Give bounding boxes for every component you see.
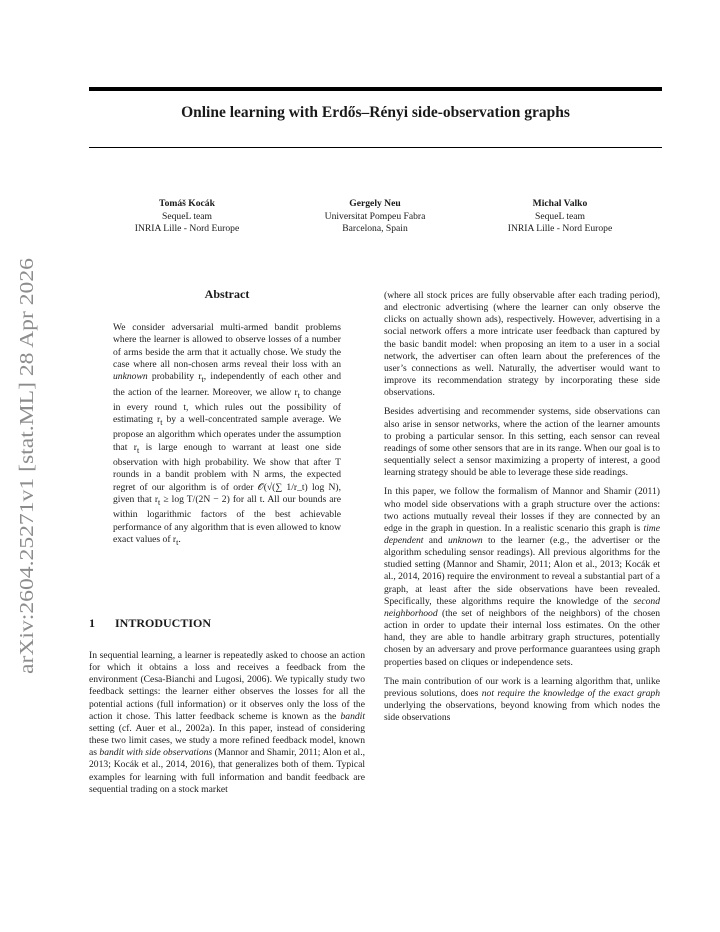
author-block bbox=[470, 198, 650, 236]
section-title: INTRODUCTION bbox=[115, 616, 212, 630]
author-name: Michal Valko bbox=[532, 198, 588, 209]
title-rule-top bbox=[89, 87, 662, 91]
author-block bbox=[97, 198, 277, 236]
section-number: 1 bbox=[89, 616, 95, 630]
author-affiliation: SequeL team bbox=[162, 210, 212, 222]
author-block bbox=[285, 198, 465, 236]
paper-title: Online learning with Erdős–Rényi side-observation graphs bbox=[181, 104, 570, 121]
author-affiliation: INRIA Lille - Nord Europe bbox=[134, 223, 240, 234]
paragraph: (where all stock prices are fully observable after each trading period), and electronic advertising (where the learner can only observe the clicks on actually shown ads), respectively. However, advertising in a social network offers a more intricate user feedback than captured by the basic bandit model: when proposing an item to a user in a social network, the advertiser can often learn about the preferences of the user’s connections as well. Naturally, the advertiser would want to improve its recommendation strategy by incorporating these side observations. bbox=[384, 290, 660, 399]
author-affiliation: SequeL team bbox=[535, 210, 585, 222]
regret-bound-formula: 𝒪(√(∑ 1/r_t) log N) bbox=[257, 481, 339, 493]
arxiv-identifier-stamp bbox=[14, 256, 40, 676]
arxiv-identifier-text: arXiv:2604.25271v1 [stat.ML] 28 Apr 2026 bbox=[17, 330, 38, 674]
abstract-text: We consider adversarial multi-armed bandit problems where the learner is allowed to observe losses of a number of arms beside the arm that it actually chose. We study the case where all non-chosen arms reveal their loss with an unknown probability $r_t$, independently of each other and the action of the learner. Moreover, we allow $r_t$ to change in every round t, which rules out the possibility of estimating $r_t$ by a well-concentrated sample average. We propose an algorithm which operates under the assumption that $r_t$ is large enough to warrant at least one side observation with high probability. We show that after T rounds in a bandit problem with N arms, the expected regret of our algorithm is of order 𝒪(√(∑ 1/r_t) log N), given that $r_t \ge \log T/(2N - 2)$ for all t. All our bounds are within logarithmic factors of the best achievable performance of any algorithm that is even allowed to know exact values of $r_t$. bbox=[113, 322, 342, 547]
abstract-heading: Abstract bbox=[204, 287, 250, 301]
paragraph: In this paper, we follow the formalism of Mannor and Shamir (2011) who model side observations with a graph structure over the actions: two actions mutually reveal their losses if they are connected by an edge in the graph in question. In a realistic scenario this graph is time dependent and unknown to the learner (e.g., the advertiser or the algorithm scheduling sensor readings). All previous algorithms for the studied setting (Mannor and Shamir, 2011; Alon et al., 2013; Kocák et al., 2014, 2016) require the environment to reveal a substantial part of a graph, at least after the side observations have been revealed. Specifically, these algorithms require the knowledge of the second neighborhood (the set of neighbors of the neighbors) of the chosen action in order to update their internal loss estimates. On the other hand, they are able to handle arbitrary graph structures, potentially chosen by an adversary and prove performance guarantees using graph properties based on cliques or independence sets. bbox=[384, 486, 660, 668]
paragraph: In sequential learning, a learner is repeatedly asked to choose an action for which it obtains a loss and receives a feedback from the environment (Cesa-Bianchi and Lugosi, 2006). We typically study two feedback settings: the learner either observes the losses for all the potential actions (full information) or it observes only the loss of the action it chose. This latter feedback scheme is known as the bandit setting (cf. Auer et al., 2002a). In this paper, instead of considering these two limit cases, we study a more refined feedback model, known as bandit with side observations (Mannor and Shamir, 2011; Alon et al., 2013; Kocák et al., 2014, 2016), that generalizes both of them. Typical examples for learning with full information and bandit feedback are sequential trading on a stock market bbox=[89, 650, 365, 795]
title-rule-bottom bbox=[89, 147, 662, 148]
author-affiliation: Universitat Pompeu Fabra bbox=[324, 210, 426, 222]
paragraph: Besides advertising and recommender systems, side observations can also arise in sensor networks, where the action of the learner amounts to probing a particular sensor. In this setting, each sensor can reveal readings of some other sensors that are in its range. When our goal is to sequentially select a sensor maximizing a property of interest, a good learning strategy should be able to leverage these side readings. bbox=[384, 406, 660, 479]
author-name: Gergely Neu bbox=[349, 198, 401, 209]
author-affiliation: INRIA Lille - Nord Europe bbox=[507, 223, 613, 234]
right-column bbox=[384, 290, 660, 731]
section-heading-introduction bbox=[89, 616, 365, 631]
paragraph: The main contribution of our work is a learning algorithm that, unlike previous solutions, does not require the knowledge of the exact graph underlying the observations, beyond knowing from which nodes the side observations bbox=[384, 675, 661, 724]
author-affiliation: Barcelona, Spain bbox=[342, 223, 408, 234]
author-name: Tomáš Kocák bbox=[159, 198, 215, 209]
intro-left-column bbox=[89, 650, 365, 803]
